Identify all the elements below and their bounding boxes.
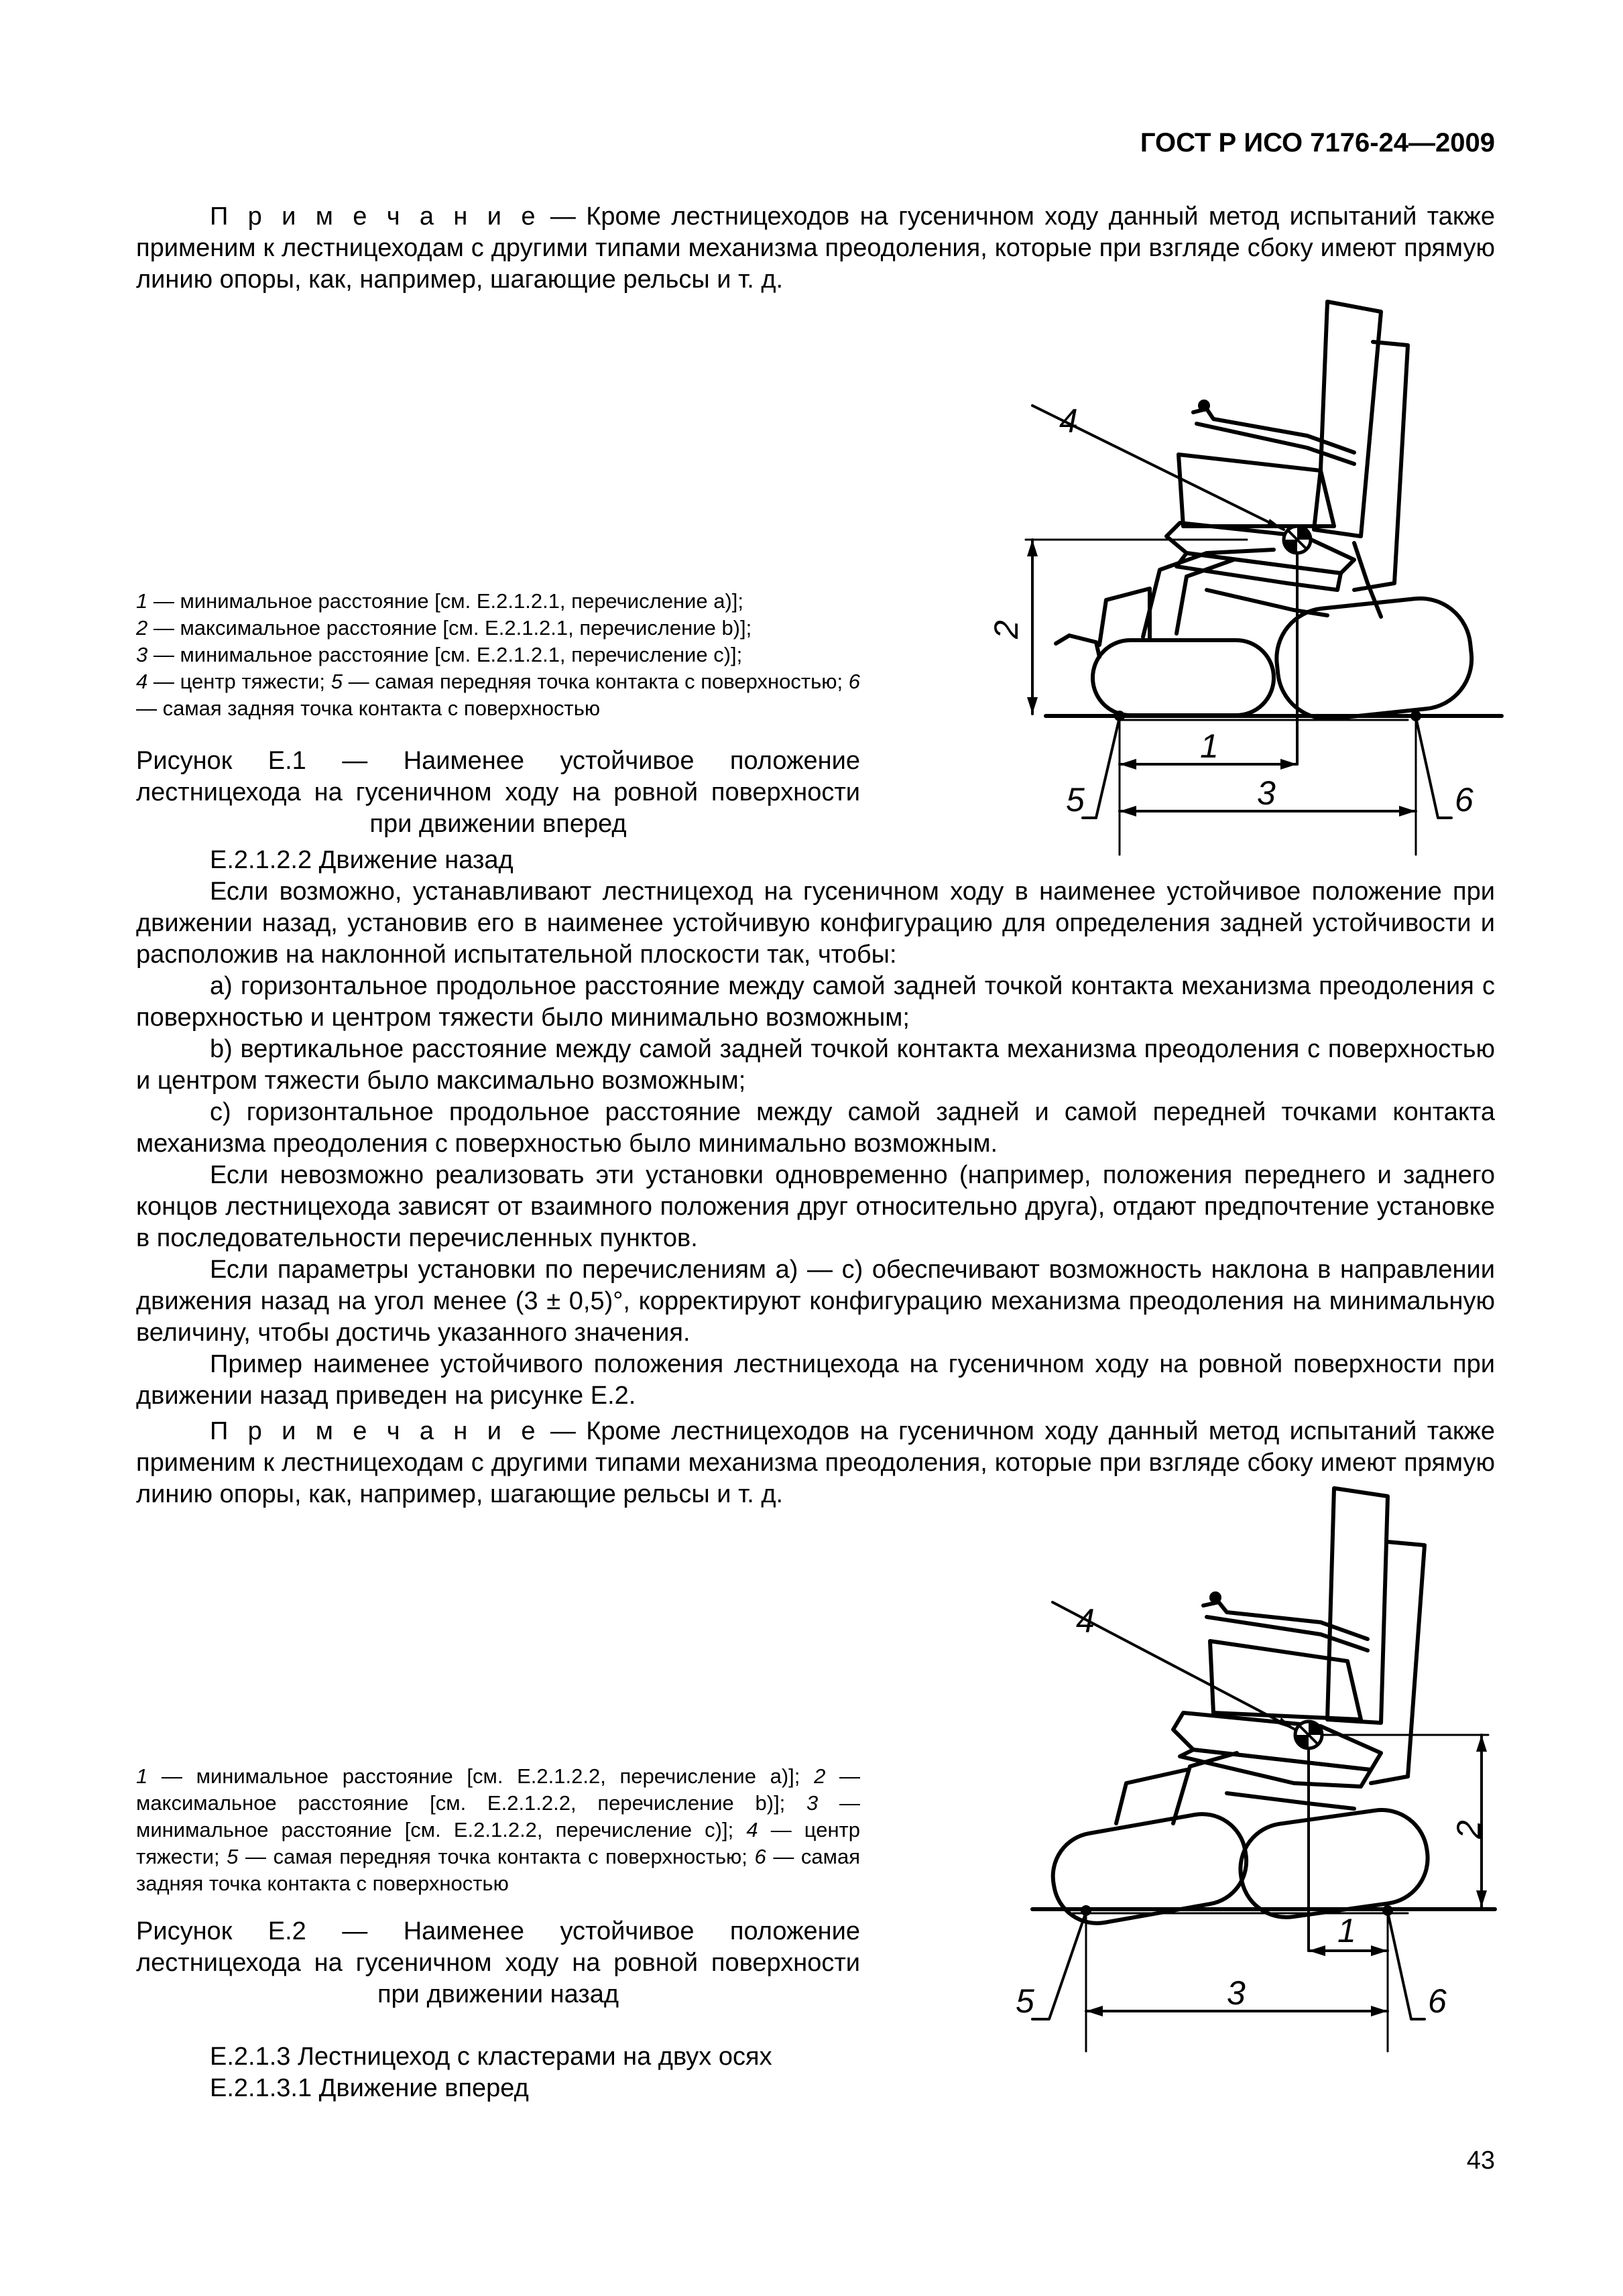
label-2: 2 xyxy=(1450,1820,1488,1839)
legend-number: 4 xyxy=(136,670,148,693)
subsection-heading: Е.2.1.3.1 Движение вперед xyxy=(210,2074,529,2102)
note-2-label: П р и м е ч а н и е xyxy=(210,1417,540,1445)
legend-text: — максимальное расстояние [см. Е.2.1.2.2, перечисление b)]; xyxy=(136,1764,860,1815)
backrest-rear xyxy=(1354,342,1408,590)
figure-1-legend xyxy=(136,588,860,722)
paragraph: Если возможно, устанавливают лестницеход на гусеничном ходу в наименее устойчивое положение при движении назад, установив его в наименее устойчивую конфигурацию для определения задней устойчивости и расположив на наклонной испытательной плоскости так, чтобы: xyxy=(136,878,1495,969)
legend-number: 4 xyxy=(746,1818,758,1841)
note-1-text: — Кроме лестницеходов на гусеничном ходу данный метод испытаний также применим к лестницеходам с другими типами механизма преодоления, которые при взгляде сбоку имеют прямую линию опоры, как, например, шагающие рельсы и т. д. xyxy=(136,202,1495,294)
paragraph: Пример наименее устойчивого положения лестницехода на гусеничном ходу на ровной поверхности при движении назад приведен на рисунке Е.2. xyxy=(136,1350,1495,1410)
legend-number: 3 xyxy=(136,643,148,666)
section-heading: Е.2.1.2.2 Движение назад xyxy=(210,846,514,874)
figure-1-drawing xyxy=(987,295,1502,831)
figure-1-caption: Рисунок Е.1 — Наименее устойчивое положение лестницехода на гусеничном ходу на ровной поверхности при движении вперед xyxy=(136,747,860,838)
section-heading: Е.2.1.3 Лестницеход с кластерами на двух осях xyxy=(210,2043,772,2071)
label-6-leader xyxy=(1388,1912,1425,2019)
label-2: 2 xyxy=(987,620,1025,639)
rear-bumper xyxy=(1069,636,1099,657)
legend-number: 3 xyxy=(806,1791,819,1815)
note-2-text: — Кроме лестницеходов на гусеничном ходу данный метод испытаний также применим к лестницеходам с другими типами механизма преодоления, которые при взгляде сбоку имеют прямую линию опоры, как, например, шагающие рельсы и т. д. xyxy=(136,1417,1495,1508)
legend-text: — самая передняя точка контакта с поверхностью; xyxy=(238,1845,755,1868)
legend-number: 5 xyxy=(330,670,343,693)
note-1 xyxy=(136,201,1495,296)
label-3: 3 xyxy=(1257,774,1276,812)
label-5-leader xyxy=(1083,717,1120,818)
front-track xyxy=(1235,1804,1434,1923)
armrest-knob xyxy=(1200,402,1208,410)
legend-text: — самая задняя точка контакта с поверхностью xyxy=(136,697,601,720)
seat-underframe xyxy=(1180,1750,1371,1787)
label-6-leader xyxy=(1416,717,1451,818)
paragraph: Если невозможно реализовать эти установки одновременно (например, положения переднего и заднего концов лестницехода зависят от взаимного положения друг относительно друга), отдают предпочтение установке в последовательности перечисленных пунктов. xyxy=(136,1161,1495,1252)
legend-number: 2 xyxy=(136,616,148,640)
label-4: 4 xyxy=(1059,402,1078,440)
center-of-gravity-icon xyxy=(1295,1721,1322,1748)
seat-underframe xyxy=(1177,553,1341,590)
legend-text: — минимальное расстояние [см. Е.2.1.2.2, перечисление а)]; xyxy=(147,1764,815,1788)
legend-number: 6 xyxy=(848,670,860,693)
legend-text: — самая передняя точка контакта с поверхностью; xyxy=(342,670,849,693)
label-5: 5 xyxy=(1066,781,1085,819)
label-5-leader xyxy=(1032,1912,1086,2019)
list-item-a: а) горизонтальное продольное расстояние между самой задней точкой контакта механизма преодоления с поверхностью и центром тяжести было минимально возможным; xyxy=(136,972,1495,1032)
page-number: 43 xyxy=(1466,2147,1495,2175)
support-bar xyxy=(1227,1793,1354,1809)
legend-text: — минимальное расстояние [см. Е.2.1.2.1, перечисление а)]; xyxy=(147,589,744,613)
legend-number: 1 xyxy=(136,589,148,613)
figure-2-drawing xyxy=(1006,1488,1502,2045)
legend-number: 1 xyxy=(136,1764,148,1788)
backrest xyxy=(1327,1488,1388,1723)
figure-2-legend xyxy=(136,1763,860,1897)
rear-track xyxy=(1093,640,1274,715)
rear-track xyxy=(1046,1807,1253,1930)
note-1-label: П р и м е ч а н и е xyxy=(210,202,540,231)
legend-number: 6 xyxy=(754,1845,766,1868)
backrest xyxy=(1314,302,1381,536)
label-3: 3 xyxy=(1227,1974,1246,2012)
legend-text: — максимальное расстояние [см. Е.2.1.2.1, перечисление b)]; xyxy=(147,616,752,640)
label-4: 4 xyxy=(1076,1602,1095,1640)
standard-number: ГОСТ Р ИСО 7176-24—2009 xyxy=(1140,128,1495,158)
legend-text: — минимальное расстояние [см. Е.2.1.2.2, перечисление с)]; xyxy=(136,1791,860,1841)
label-5: 5 xyxy=(1016,1982,1034,2020)
list-item-c: с) горизонтальное продольное расстояние между самой задней и самой передней точками контакта механизма преодоления с поверхностью было минимально возможным. xyxy=(136,1098,1495,1158)
legend-text: — центр тяжести; xyxy=(136,1818,860,1868)
armrest-top xyxy=(1193,409,1354,452)
legend-text: — минимальное расстояние [см. Е.2.1.2.1, перечисление с)]; xyxy=(147,643,743,666)
legend-number: 2 xyxy=(814,1764,826,1788)
label-1: 1 xyxy=(1200,727,1219,765)
legend-text: — самая задняя точка контакта с поверхностью xyxy=(136,1845,861,1895)
label-6: 6 xyxy=(1455,781,1474,819)
seat-cushion xyxy=(1210,1641,1361,1719)
center-of-gravity-icon xyxy=(1284,526,1311,553)
paragraph: Если параметры установки по перечислениям а) — с) обеспечивают возможность наклона в направлении движения назад на угол менее (3 ± 0,5)°, корректируют конфигурацию механизма преодоления на минимальную величину, чтобы достичь указанного значения. xyxy=(136,1256,1495,1347)
armrest-knob xyxy=(1211,1593,1219,1602)
legend-text: — центр тяжести; xyxy=(147,670,331,693)
legend-number: 5 xyxy=(227,1845,239,1868)
label-6: 6 xyxy=(1428,1982,1447,2020)
figure-2-caption: Рисунок Е.2 — Наименее устойчивое положение лестницехода на гусеничном ходу на ровной поверхности при движении назад xyxy=(136,1917,860,2008)
label-1: 1 xyxy=(1337,1912,1356,1949)
support-bar xyxy=(1207,590,1327,615)
backrest-rear xyxy=(1371,1542,1425,1783)
list-item-b: b) вертикальное расстояние между самой задней точкой контакта механизма преодоления с поверхностью и центром тяжести было максимально возможным; xyxy=(136,1035,1495,1095)
